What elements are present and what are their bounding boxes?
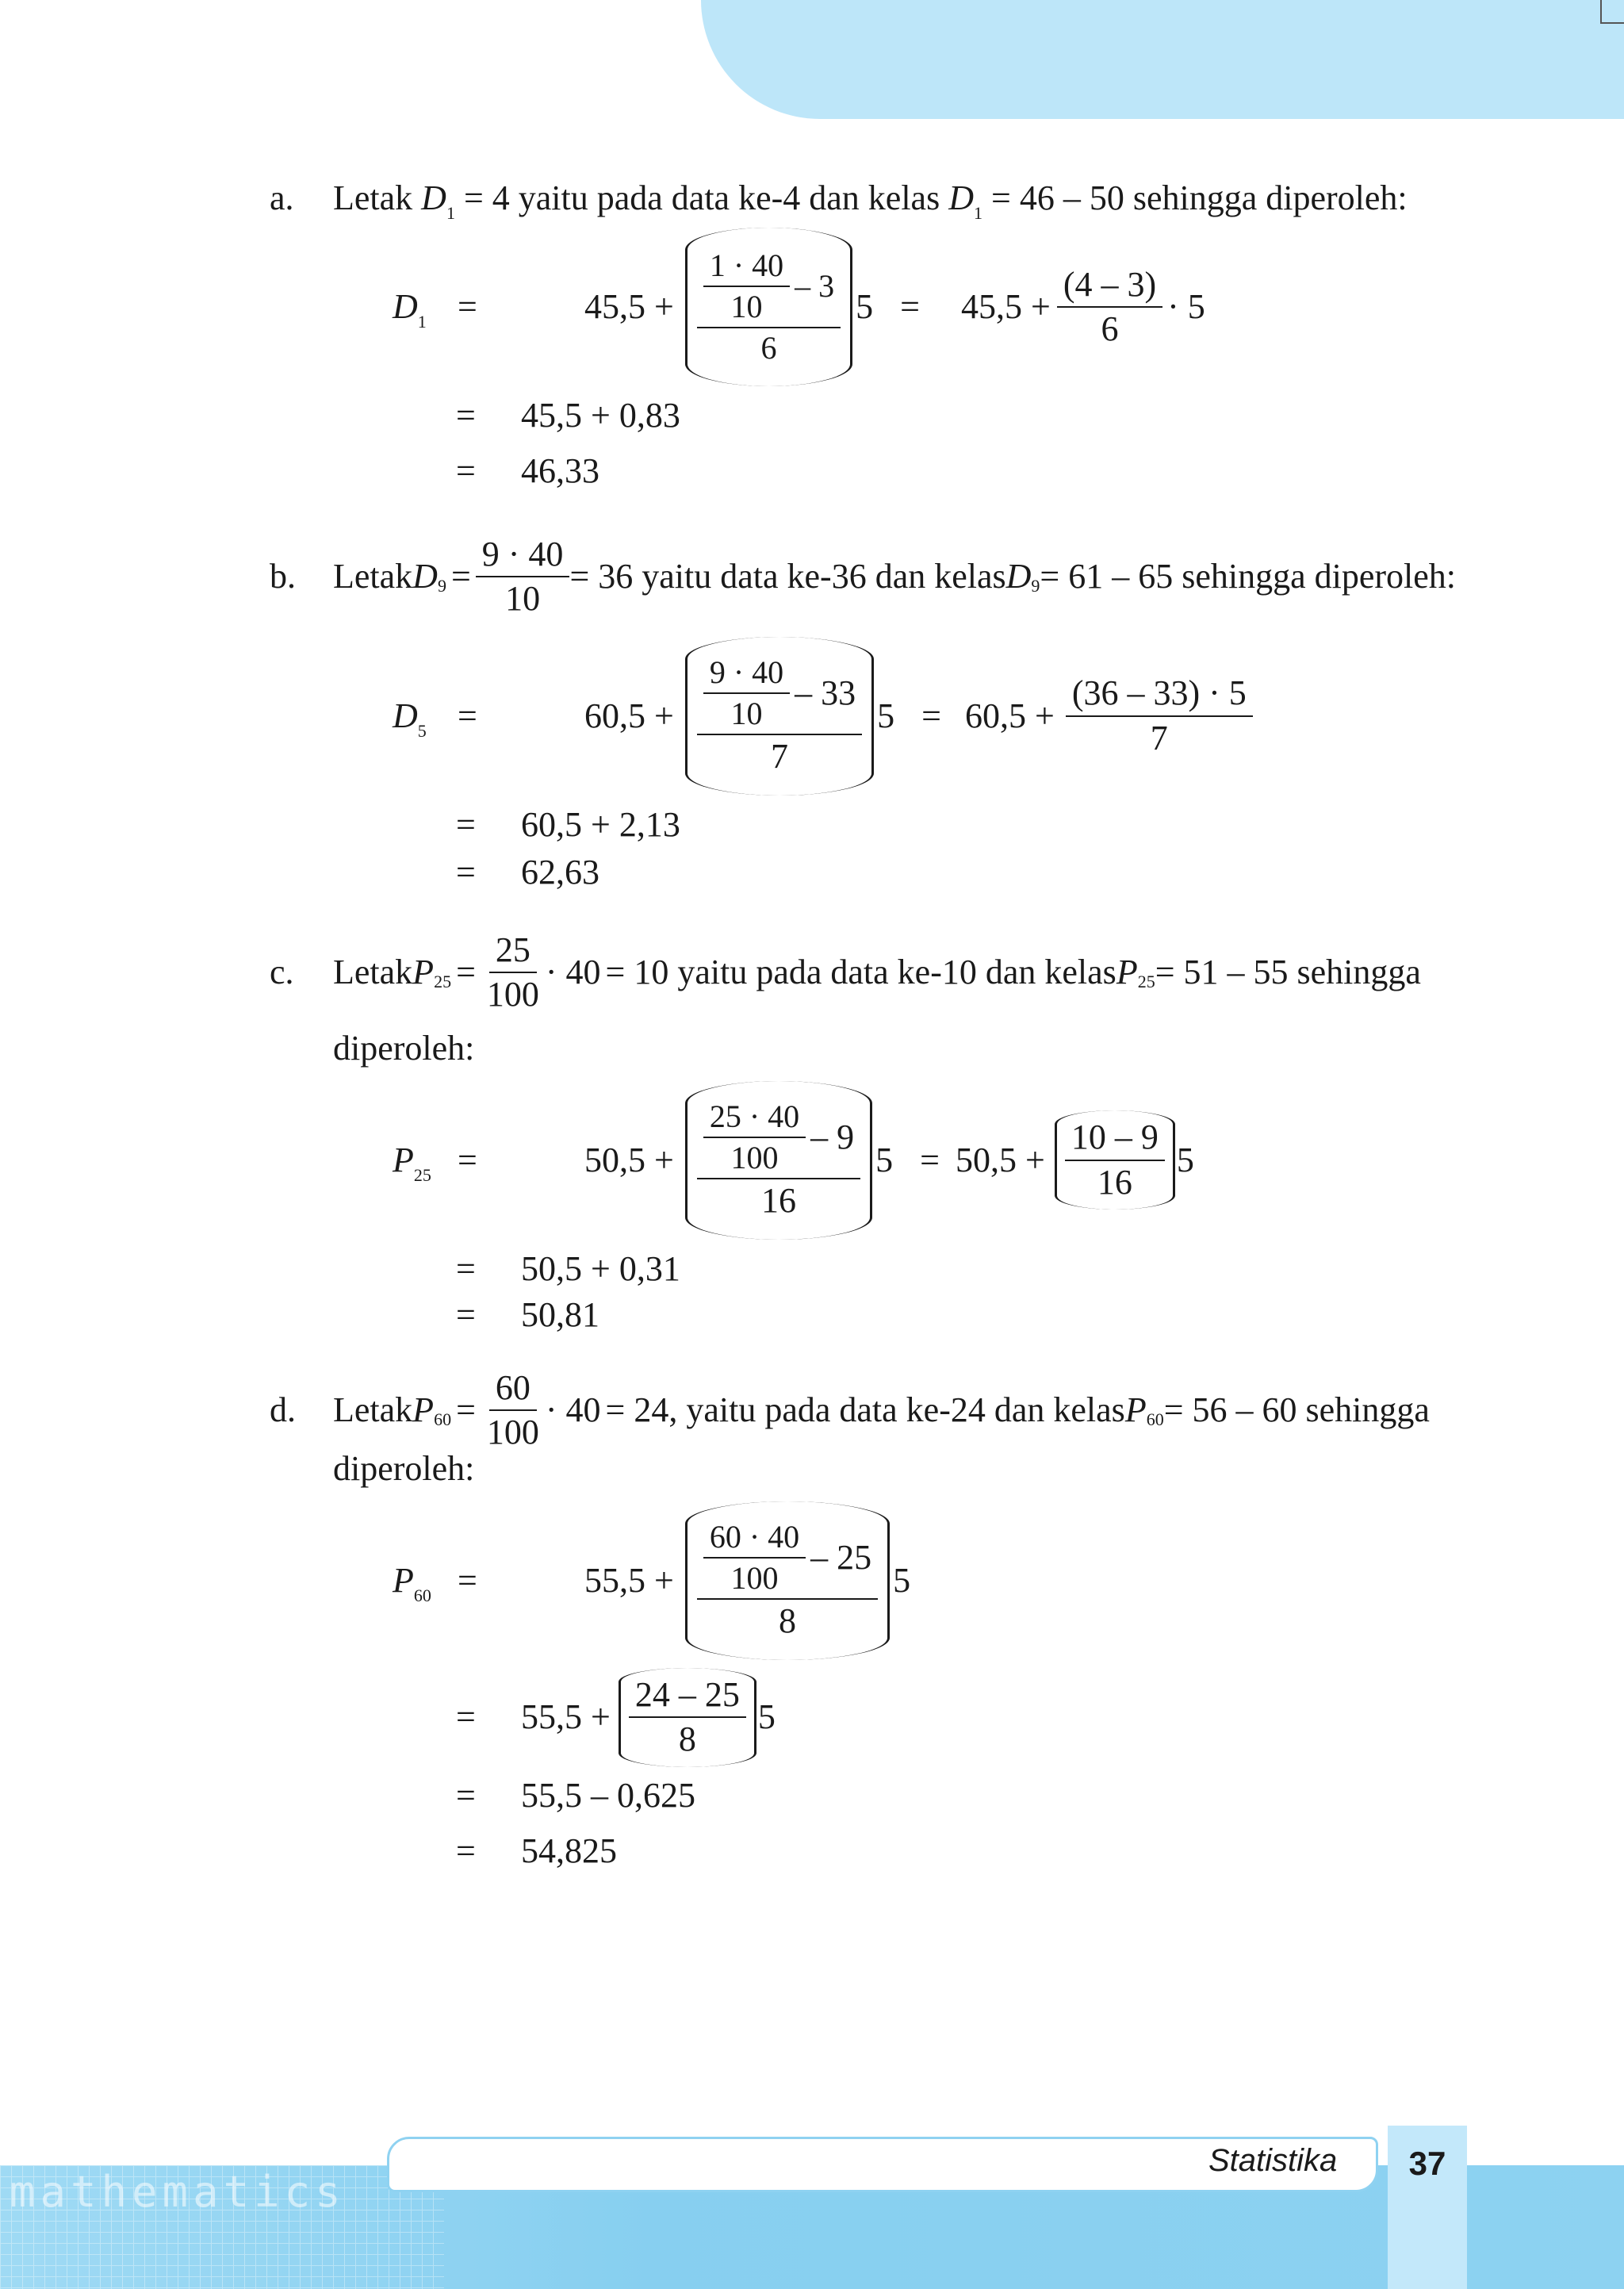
item-c-equation: $P_{25}$ = 50,5 + $\frac{25 \cdot 40}{100}$ – 9 16 5 = 50,5 + $\frac{10 - 9}{16}$ 5 <box>393 1079 1194 1241</box>
item-d-intro-cont: diperoleh: <box>333 1449 475 1488</box>
item-a-intro: a. Letak $D_1 = 4$ yaitu pada data ke-4 dan kelas $D_1 = 46 - 50$ sehingga diperoleh: <box>270 178 1408 223</box>
footer-watermark: mathematics <box>10 2167 346 2217</box>
item-d-line3: = 55,5 – 0,625 <box>456 1776 695 1815</box>
item-c-line2: = 50,5 + 0,31 <box>456 1249 680 1288</box>
item-b-equation: $D_5$ = 60,5 + $\frac{9 \cdot 40}{10}$ – 33 7 5 = 60,5 + $\frac{(36 - 33) \cdot 5}{7}$ <box>393 635 1253 797</box>
item-d-label: d. <box>270 1390 296 1430</box>
item-d-line2: = 55,5 + $\frac{24 - 25}{8}$ 5 <box>456 1666 776 1769</box>
header-band <box>701 0 1624 119</box>
item-a-paren: $\frac{1 \cdot 40}{10}$ – 3 6 <box>685 228 852 386</box>
item-d-paren: $\frac{60 \cdot 40}{100}$ – 25 8 <box>685 1501 890 1660</box>
item-d-intro: d. Letak P 60 = $\frac{60}{100}$ · 40 = 24, yaitu pada data ke-24 dan kelas P 60 = 56 – 60 sehingga <box>270 1368 1430 1452</box>
item-b-paren: $\frac{9 \cdot 40}{10}$ – 33 7 <box>685 637 874 796</box>
item-c-paren: $\frac{25 \cdot 40}{100}$ – 9 16 <box>685 1081 872 1240</box>
item-a-line2: = 45,5 + 0,83 <box>456 396 680 435</box>
footer-chapter: Statistika <box>1208 2143 1338 2178</box>
item-b-line2: = 60,5 + 2,13 <box>456 805 680 844</box>
page-number: 37 <box>1408 2145 1446 2182</box>
item-c-label: c. <box>270 953 294 992</box>
item-c-intro: c. Letak P 25 = $\frac{25}{100}$ · 40 = 10 yaitu pada data ke-10 dan kelas P 25 = 51 – 55 sehingga <box>270 930 1421 1014</box>
item-d-line4: = 54,825 <box>456 1831 617 1870</box>
crop-mark <box>1600 0 1624 24</box>
item-a-line3: = 46,33 <box>456 451 599 490</box>
item-a-equation: $D_1$ = 45,5 + $\frac{1 \cdot 40}{10}$ – 3 6 5 = 45,5 + $\frac{(4 - 3)}{6}$ · 5 <box>393 224 1205 390</box>
item-c-intro-cont: diperoleh: <box>333 1029 475 1068</box>
item-a-label: a. <box>270 178 294 217</box>
item-c-line3: = 50,81 <box>456 1295 599 1334</box>
item-b-intro: b. Letak D 9 = $\frac{9 \cdot 40}{10}$ = 36 yaitu data ke-36 dan kelas D 9 = 61 – 65 sehingga diperoleh: <box>270 535 1457 619</box>
item-b-label: b. <box>270 557 296 596</box>
item-b-line3: = 62,63 <box>456 853 599 891</box>
item-d-equation: $P_{60}$ = 55,5 + $\frac{60 \cdot 40}{100}$ – 25 8 5 <box>393 1499 910 1662</box>
